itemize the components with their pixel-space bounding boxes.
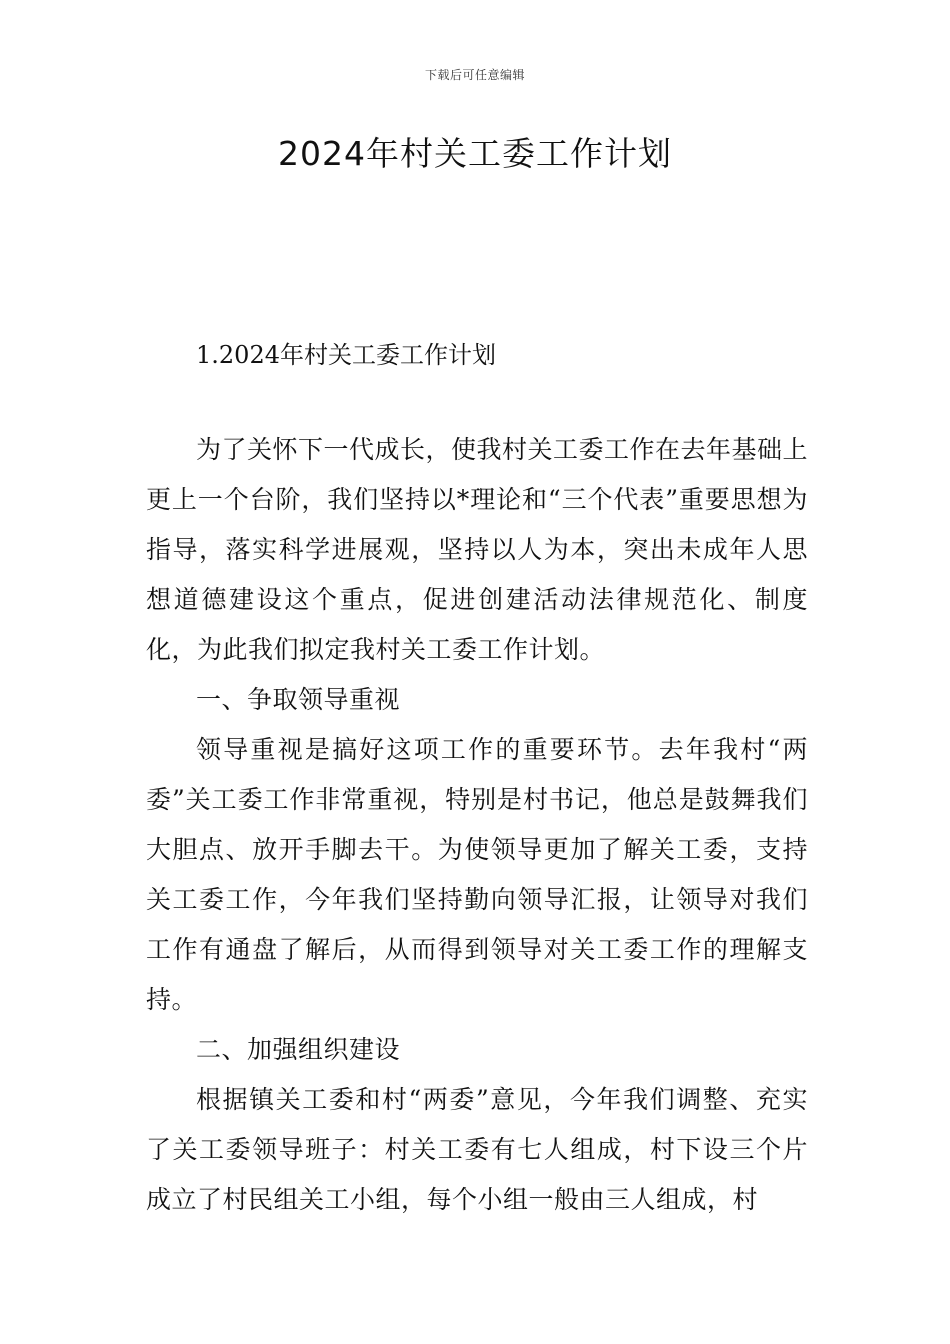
header-note: 下载后可任意编辑 xyxy=(424,68,525,82)
section-title: 1.2024年村关工委工作计划 xyxy=(196,341,496,369)
document-body xyxy=(146,425,808,1225)
paragraph-leadership: 领导重视是搞好这项工作的重要环节。去年我村“两委”关工委工作非常重视，特别是村书记，他总是鼓舞我们大胆点、放开手脚去干。为使领导更加了解关工委，支持关工委工作，今年我们坚持勤向领导汇报，让领导对我们工作有通盘了解后，从而得到领导对关工委工作的理解支持。 xyxy=(146,735,808,1014)
paragraph-intro: 为了关怀下一代成长，使我村关工委工作在去年基础上更上一个台阶，我们坚持以*理论和“三个代表”重要思想为指导，落实科学进展观，坚持以人为本，突出未成年人思想道德建设这个重点，促进创建活动法律规范化、制度化，为此我们拟定我村关工委工作计划。 xyxy=(146,435,809,664)
document-title: 2024年村关工委工作计划 xyxy=(278,134,672,173)
heading-organization: 二、加强组织建设 xyxy=(196,1035,401,1064)
paragraph-organization: 根据镇关工委和村“两委”意见，今年我们调整、充实了关工委领导班子：村关工委有七人组成，村下设三个片成立了村民组关工小组，每个小组一般由三人组成，村 xyxy=(146,1085,808,1214)
heading-leadership: 一、争取领导重视 xyxy=(196,685,401,714)
